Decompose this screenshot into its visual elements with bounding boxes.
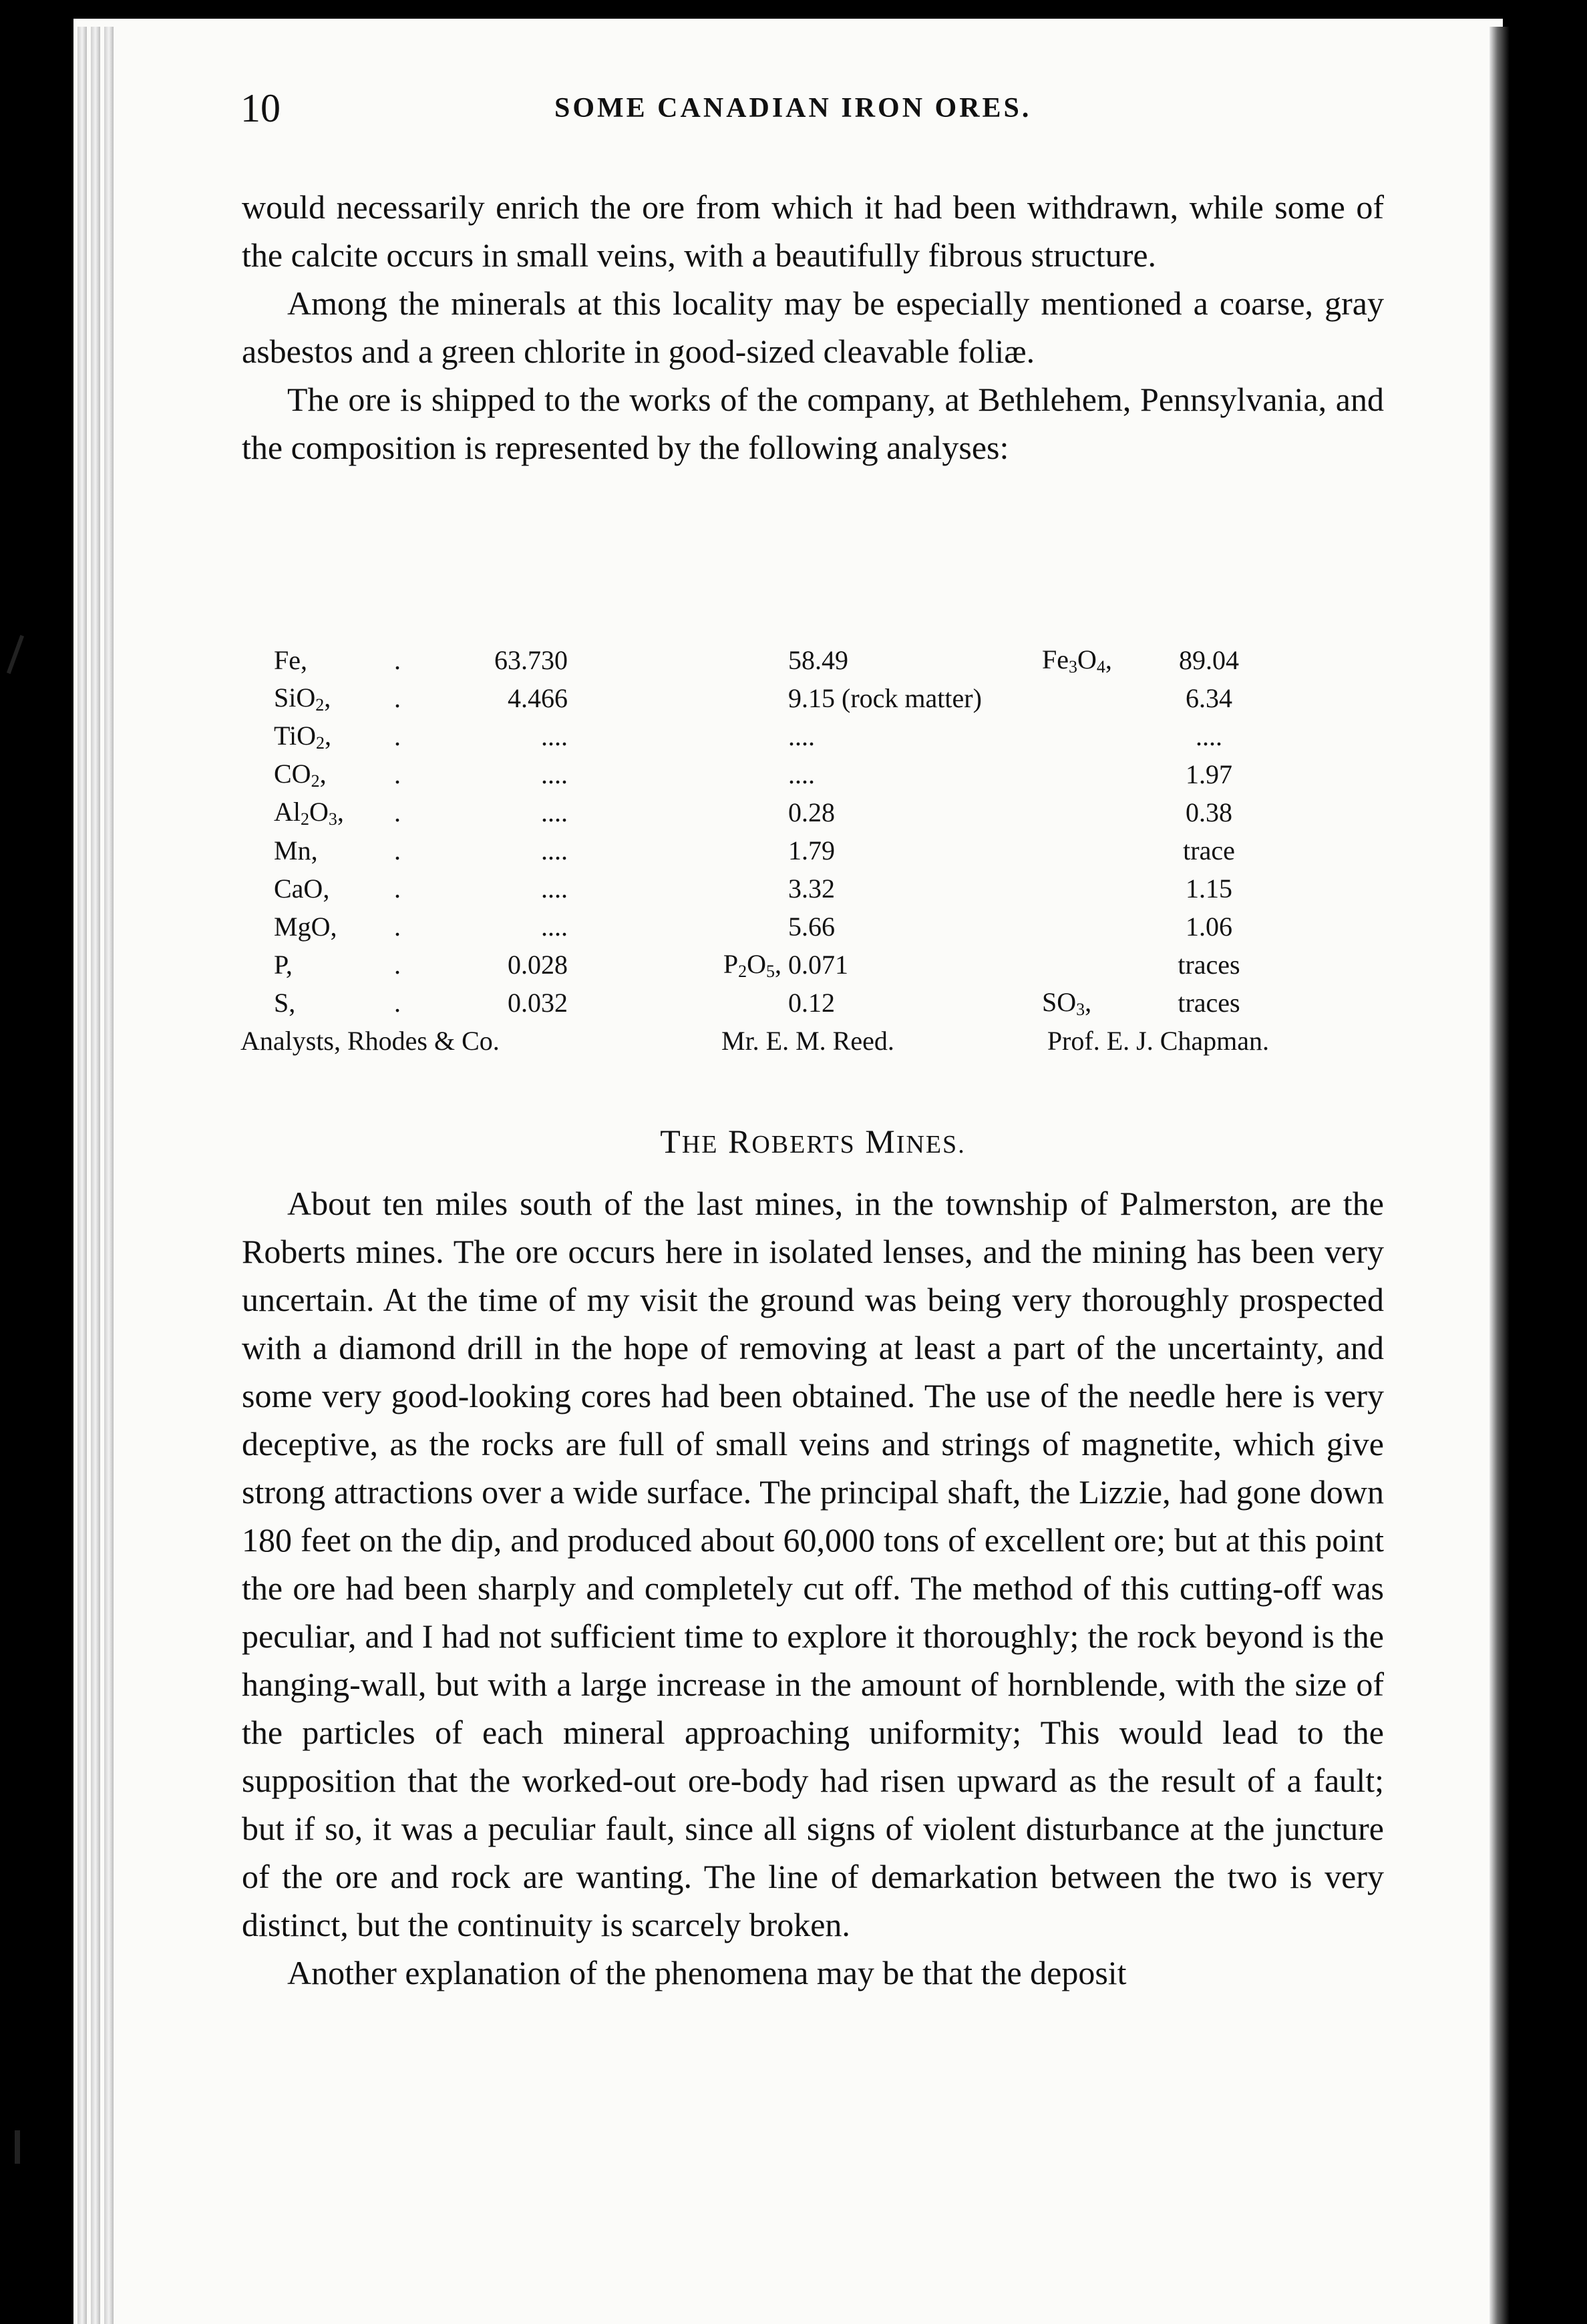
value-rhodes: 0.028 bbox=[508, 950, 568, 980]
label-chapman bbox=[1042, 679, 1149, 717]
value-chapman: 1.15 bbox=[1186, 874, 1232, 904]
leader-dot: . bbox=[394, 797, 401, 827]
label-reed bbox=[608, 908, 788, 946]
running-head bbox=[240, 85, 1389, 139]
value-reed: 58.49 bbox=[788, 645, 848, 675]
label-chapman: $Fe_3O_4$, bbox=[1042, 644, 1112, 676]
leader-dot: . bbox=[394, 683, 401, 713]
analysis-row bbox=[274, 793, 1269, 831]
element-label: CaO, bbox=[274, 874, 330, 904]
heading-small-caps: OBERTS bbox=[751, 1131, 856, 1159]
label-reed bbox=[608, 755, 788, 793]
value-rhodes: 4.466 bbox=[508, 683, 568, 713]
element-label: $Al_2O_3$, bbox=[274, 796, 344, 829]
analyst-3: Prof. E. J. Chapman. bbox=[1047, 1026, 1269, 1056]
value-rhodes: .... bbox=[541, 912, 568, 942]
label-chapman bbox=[1042, 869, 1149, 908]
analysis-row bbox=[274, 641, 1269, 679]
label-reed: $P_2O_5$, bbox=[723, 948, 781, 981]
analysts-row bbox=[274, 1022, 1269, 1060]
heading-cap: M bbox=[865, 1123, 896, 1160]
value-rhodes: 0.032 bbox=[508, 988, 568, 1018]
label-chapman: $SO_3$, bbox=[1042, 986, 1092, 1019]
label-reed bbox=[608, 717, 788, 755]
value-rhodes: .... bbox=[541, 759, 568, 789]
analysis-row bbox=[274, 717, 1269, 755]
leader-dot: . bbox=[394, 721, 401, 751]
leader-dot: . bbox=[394, 835, 401, 865]
value-rhodes: .... bbox=[541, 874, 568, 904]
page-edge bbox=[77, 27, 87, 2324]
heading-small-caps: HE bbox=[681, 1131, 719, 1159]
leader-dot: . bbox=[394, 645, 401, 675]
margin-mark bbox=[7, 635, 24, 674]
running-title: SOME CANADIAN IRON ORES. bbox=[554, 93, 1032, 124]
analysis-row bbox=[274, 908, 1269, 946]
leader-dot: . bbox=[394, 988, 401, 1018]
label-reed bbox=[608, 679, 788, 717]
analysis-row bbox=[274, 679, 1269, 717]
value-chapman: traces bbox=[1178, 988, 1240, 1018]
analyst-1: Analysts, Rhodes & Co. bbox=[240, 1026, 500, 1056]
value-rhodes: .... bbox=[541, 721, 568, 751]
label-chapman bbox=[1042, 755, 1149, 793]
analysis-row bbox=[274, 831, 1269, 869]
element-label: TiO$_2$, bbox=[274, 720, 332, 753]
label-reed bbox=[608, 831, 788, 869]
value-reed: 0.12 bbox=[788, 988, 835, 1018]
leader-dot: . bbox=[394, 874, 401, 904]
book-binding-shadow bbox=[1489, 27, 1510, 2324]
element-label: S, bbox=[274, 988, 296, 1018]
analysis-row bbox=[274, 984, 1269, 1022]
heading-cap: R bbox=[728, 1123, 752, 1160]
value-reed: 3.32 bbox=[788, 874, 835, 904]
value-rhodes: 63.730 bbox=[494, 645, 568, 675]
page-number: 10 bbox=[240, 86, 281, 130]
value-reed: .... bbox=[788, 721, 815, 751]
value-chapman: traces bbox=[1178, 950, 1240, 980]
paragraph: Among the minerals at this locality may be especially mentioned a coarse, gray asbestos and a green chlorite in good-sized cleavable foliæ. bbox=[242, 284, 1384, 370]
value-chapman: 6.34 bbox=[1186, 683, 1232, 713]
heading-cap: T bbox=[660, 1123, 682, 1160]
paragraph: About ten miles south of the last mines, in the township of Palmerston, are the Roberts mines. The ore occurs here in isolated lenses, and the mining has been very uncertain. At the time of my visit the ground was being very thoroughly prospected with a diamond drill in the hope of removing at least a part of the uncertainty, and some very good-looking cores had been obtained. The use of the needle here is very deceptive, as the rocks are full of small veins and strings of magnetite, which give strong attractions over a wide surface. The principal shaft, the Lizzie, had gone down 180 feet on the dip, and produced about 60,000 tons of excellent ore; but at this point the ore had been sharply and completely cut off. The method of this cutting-off was peculiar, and I had not sufficient time to explore it thoroughly; the rock beyond is the hanging-wall, but with a large increase in the amount of hornblende, with the size of the particles of each mineral approaching uniformity; This would lead to the supposition that the worked-out ore-body had risen upward as the result of a fault; but if so, it was a peculiar fault, since all signs of violent disturbance at the juncture of the ore and rock are wanting. The line of demarkation between the two is very distinct, but the continuity is scarcely broken. bbox=[242, 1185, 1384, 1943]
label-reed bbox=[608, 869, 788, 908]
value-chapman: trace bbox=[1183, 835, 1235, 865]
label-reed bbox=[608, 641, 788, 679]
value-reed: 9.15 (rock matter) bbox=[788, 683, 982, 713]
value-reed: 1.79 bbox=[788, 835, 835, 865]
section-heading bbox=[242, 1122, 1384, 1161]
value-chapman: 1.97 bbox=[1186, 759, 1232, 789]
label-chapman bbox=[1042, 717, 1149, 755]
element-label: $CO_2$, bbox=[274, 758, 327, 791]
page-edge bbox=[104, 27, 114, 2324]
text-block-bottom bbox=[242, 1179, 1384, 1997]
element-label: Fe, bbox=[274, 645, 307, 675]
value-chapman: .... bbox=[1196, 721, 1222, 751]
value-chapman: 89.04 bbox=[1179, 645, 1239, 675]
paragraph: Another explanation of the phenomena may be that the deposit bbox=[287, 1954, 1127, 1991]
analysis-row bbox=[274, 946, 1269, 984]
leader-dot: . bbox=[394, 759, 401, 789]
element-label: P, bbox=[274, 950, 293, 980]
analyses-table bbox=[240, 641, 1269, 1060]
label-chapman bbox=[1042, 946, 1149, 984]
value-reed: 0.28 bbox=[788, 797, 835, 827]
label-chapman bbox=[1042, 793, 1149, 831]
element-label: Mn, bbox=[274, 835, 318, 865]
heading-small-caps: INES. bbox=[896, 1131, 966, 1159]
margin-mark bbox=[15, 2130, 20, 2164]
analysis-row bbox=[274, 755, 1269, 793]
leader-dot: . bbox=[394, 912, 401, 942]
value-chapman: 0.38 bbox=[1186, 797, 1232, 827]
page-edge bbox=[91, 27, 100, 2324]
element-label: SiO$_2$, bbox=[274, 682, 331, 715]
element-label: MgO, bbox=[274, 912, 337, 942]
label-reed bbox=[608, 984, 788, 1022]
analyst-2: Mr. E. M. Reed. bbox=[721, 1026, 894, 1056]
value-reed: 0.071 bbox=[788, 950, 848, 980]
label-reed bbox=[608, 793, 788, 831]
value-chapman: 1.06 bbox=[1186, 912, 1232, 942]
paragraph: would necessarily enrich the ore from which it had been withdrawn, while some of the calcite occurs in small veins, with a beautifully fibrous structure. bbox=[242, 188, 1384, 274]
text-block-top bbox=[242, 183, 1384, 471]
paragraph: The ore is shipped to the works of the company, at Bethlehem, Pennsylvania, and the composition is represented by the following analyses: bbox=[242, 381, 1384, 466]
label-chapman bbox=[1042, 831, 1149, 869]
analysis-row bbox=[274, 869, 1269, 908]
label-chapman bbox=[1042, 908, 1149, 946]
value-reed: 5.66 bbox=[788, 912, 835, 942]
value-rhodes: .... bbox=[541, 797, 568, 827]
value-rhodes: .... bbox=[541, 835, 568, 865]
value-reed: .... bbox=[788, 759, 815, 789]
leader-dot: . bbox=[394, 950, 401, 980]
